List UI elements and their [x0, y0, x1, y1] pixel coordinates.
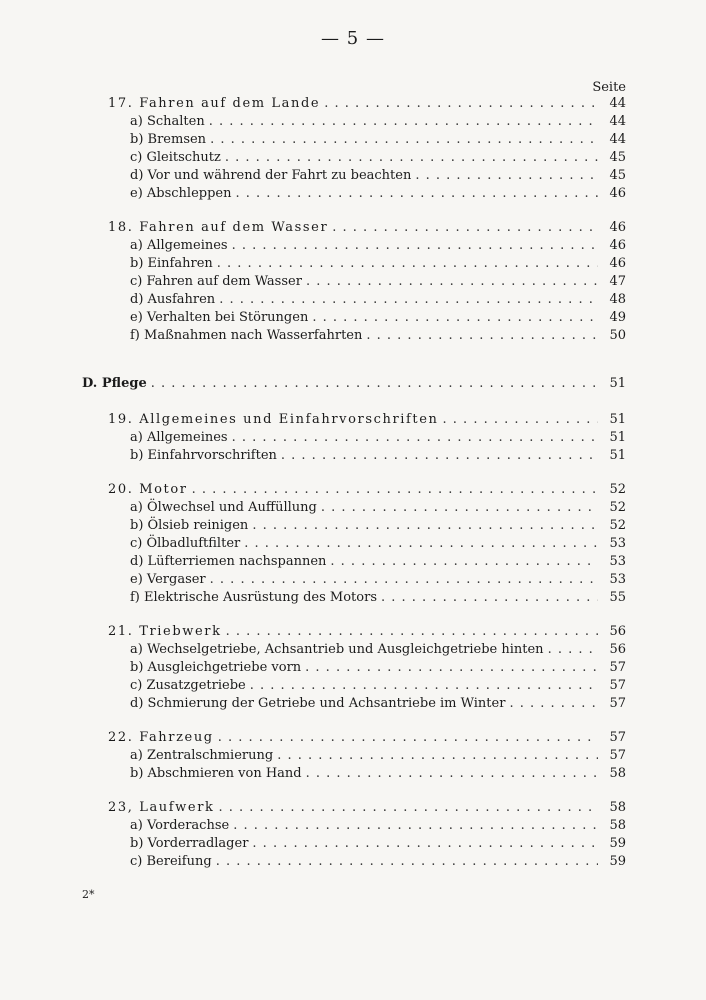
toc-entry-label: 20. Motor: [108, 482, 188, 497]
toc-entry-page: 48: [609, 292, 626, 307]
dot-leader: [232, 430, 598, 446]
toc-entry: [130, 114, 626, 130]
toc-entry: [82, 376, 626, 392]
toc-entry: [108, 482, 626, 498]
toc-entry-page: 52: [609, 482, 626, 497]
toc-entry: [130, 818, 626, 834]
toc-entry: [130, 310, 626, 326]
dot-leader: [233, 818, 598, 834]
toc-entry-label: a) Allgemeines: [130, 430, 228, 445]
toc-entry-page: 47: [609, 274, 626, 289]
toc-entry: [130, 274, 626, 290]
toc-entry-label: c) Bereifung: [130, 854, 212, 869]
toc-entry-label: 23, Laufwerk: [108, 800, 215, 815]
toc-entry-page: 53: [609, 554, 626, 569]
toc-entry: [130, 836, 626, 852]
toc-entry-label: c) Zusatzgetriebe: [130, 678, 246, 693]
toc-entry-page: 51: [609, 430, 626, 445]
dot-leader: [324, 96, 598, 112]
dot-leader: [244, 536, 598, 552]
toc-entry: [130, 430, 626, 446]
toc-entry-page: 58: [609, 766, 626, 781]
toc-entry: [130, 536, 626, 552]
toc-entry-page: 51: [609, 376, 626, 391]
toc-entry-label: 17. Fahren auf dem Lande: [108, 96, 321, 111]
toc-entry-label: 22. Fahrzeug: [108, 730, 214, 745]
toc-entry: [130, 766, 626, 782]
toc-entry-page: 46: [609, 238, 626, 253]
page-number: — 5 —: [321, 28, 385, 49]
toc-entry-label: b) Bremsen: [130, 132, 207, 147]
toc-entry-label: b) Einfahrvorschriften: [130, 448, 277, 463]
dot-leader: [216, 854, 598, 870]
toc-entry-page: 58: [609, 818, 626, 833]
toc-entry: [108, 96, 626, 112]
toc-entry: [130, 292, 626, 308]
toc-entry-page: 57: [609, 660, 626, 675]
toc-entry-page: 49: [609, 310, 626, 325]
toc-entry-label: b) Vorderradlager: [130, 836, 249, 851]
toc-entry-label: b) Abschmieren von Hand: [130, 766, 302, 781]
toc-entry: [130, 854, 626, 870]
toc-entry-label: c) Fahren auf dem Wasser: [130, 274, 302, 289]
toc-entry-page: 45: [609, 150, 626, 165]
dot-leader: [252, 836, 598, 852]
toc-entry-label: D. Pflege: [82, 376, 147, 391]
toc-entry: [130, 238, 626, 254]
toc-entry-page: 53: [609, 572, 626, 587]
toc-entry-label: b) Einfahren: [130, 256, 213, 271]
toc-entry-page: 50: [609, 328, 626, 343]
toc-entry: [130, 132, 626, 148]
toc-entry: [130, 642, 626, 658]
toc-entry-label: d) Lüfterriemen nachspannen: [130, 554, 327, 569]
dot-leader: [281, 448, 598, 464]
toc-entry-label: c) Gleitschutz: [130, 150, 221, 165]
toc-entry-label: f) Maßnahmen nach Wasserfahrten: [130, 328, 363, 343]
toc-entry-label: d) Vor und während der Fahrt zu beachten: [130, 168, 412, 183]
toc-entry: [108, 624, 626, 640]
dot-leader: [509, 696, 598, 712]
dot-leader: [252, 518, 598, 534]
toc-entry: [130, 678, 626, 694]
dot-leader: [192, 482, 598, 498]
toc-entry-label: a) Allgemeines: [130, 238, 228, 253]
dot-leader: [218, 730, 598, 746]
toc-entry-label: b) Ausgleichgetriebe vorn: [130, 660, 302, 675]
dot-leader: [219, 292, 598, 308]
toc-entry-label: a) Zentralschmierung: [130, 748, 274, 763]
toc-entry: [130, 572, 626, 588]
dot-leader: [226, 624, 598, 640]
dot-leader: [219, 800, 599, 816]
toc-entry: [130, 696, 626, 712]
dot-leader: [151, 376, 598, 392]
toc-entry-page: 46: [609, 186, 626, 201]
dot-leader: [210, 572, 598, 588]
toc-entry-page: 56: [609, 624, 626, 639]
dot-leader: [250, 678, 598, 694]
dot-leader: [330, 554, 598, 570]
dot-leader: [209, 114, 598, 130]
toc-entry: [130, 186, 626, 202]
dot-leader: [277, 748, 598, 764]
toc-entry-page: 46: [609, 220, 626, 235]
toc-entry: [130, 256, 626, 272]
dot-leader: [381, 590, 598, 606]
toc-entry: [130, 518, 626, 534]
toc-entry: [108, 412, 626, 428]
toc-entry: [130, 590, 626, 606]
dot-leader: [210, 132, 598, 148]
dot-leader: [232, 238, 598, 254]
toc-entry-page: 44: [609, 132, 626, 147]
toc-entry-page: 52: [609, 500, 626, 515]
dot-leader: [415, 168, 598, 184]
dot-leader: [217, 256, 598, 272]
toc-entry: [130, 554, 626, 570]
toc-entry-page: 44: [609, 114, 626, 129]
toc-entry-page: 45: [609, 168, 626, 183]
signature-mark: 2*: [82, 888, 95, 901]
toc-entry-label: 19. Allgemeines und Einfahrvorschriften: [108, 412, 439, 427]
dot-leader: [225, 150, 598, 166]
toc-entry-page: 51: [609, 448, 626, 463]
toc-entry-page: 56: [609, 642, 626, 657]
dot-leader: [321, 500, 598, 516]
toc-entry-page: 55: [609, 590, 626, 605]
toc-entry-page: 57: [609, 748, 626, 763]
toc-entry: [130, 660, 626, 676]
toc-entry-page: 51: [609, 412, 626, 427]
toc-entry-label: b) Ölsieb reinigen: [130, 518, 249, 533]
toc-entry-label: 18. Fahren auf dem Wasser: [108, 220, 329, 235]
toc-entry-page: 59: [609, 854, 626, 869]
toc-entry: [130, 150, 626, 166]
toc-entry-page: 57: [609, 730, 626, 745]
toc-entry-page: 57: [609, 678, 626, 693]
dot-leader: [306, 274, 598, 290]
toc-entry-label: d) Ausfahren: [130, 292, 216, 307]
dot-leader: [236, 186, 599, 202]
toc-entry-label: a) Ölwechsel und Auffüllung: [130, 500, 317, 515]
toc-entry: [130, 168, 626, 184]
toc-entry-label: d) Schmierung der Getriebe und Achsantriebe im Winter: [130, 696, 506, 711]
dot-leader: [305, 660, 598, 676]
toc-entry-page: 59: [609, 836, 626, 851]
dot-leader: [443, 412, 598, 428]
dot-leader: [312, 310, 598, 326]
toc-entry-label: e) Vergaser: [130, 572, 206, 587]
dot-leader: [306, 766, 598, 782]
toc-entry: [130, 328, 626, 344]
toc-entry-label: a) Schalten: [130, 114, 205, 129]
toc-entry-label: a) Wechselgetriebe, Achsantrieb und Ausgleichgetriebe hinten: [130, 642, 544, 657]
toc-entry: [108, 730, 626, 746]
toc-entry-label: e) Verhalten bei Störungen: [130, 310, 309, 325]
toc-entry: [130, 748, 626, 764]
toc-entry-page: 46: [609, 256, 626, 271]
toc-entry-label: e) Abschleppen: [130, 186, 232, 201]
dot-leader: [332, 220, 598, 236]
toc-entry-page: 53: [609, 536, 626, 551]
toc-entry-page: 58: [609, 800, 626, 815]
dot-leader: [366, 328, 598, 344]
toc-entry: [108, 800, 626, 816]
toc-entry-label: c) Ölbadluftfilter: [130, 536, 241, 551]
dot-leader: [548, 642, 598, 658]
toc-entry: [108, 220, 626, 236]
page-column-header: Seite: [592, 80, 626, 95]
toc-entry-label: f) Elektrische Ausrüstung des Motors: [130, 590, 377, 605]
toc-entry-page: 57: [609, 696, 626, 711]
toc-entry-label: 21. Triebwerk: [108, 624, 222, 639]
toc-entry: [130, 448, 626, 464]
toc-entry-page: 52: [609, 518, 626, 533]
toc-entry: [130, 500, 626, 516]
toc-entry-page: 44: [609, 96, 626, 111]
toc-entry-label: a) Vorderachse: [130, 818, 230, 833]
